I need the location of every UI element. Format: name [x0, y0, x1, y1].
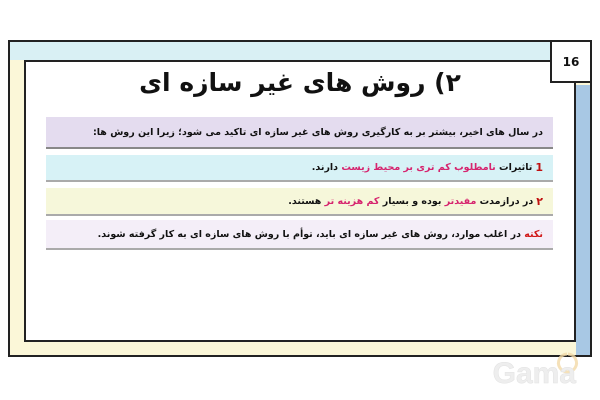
frame-left-strip — [10, 60, 24, 355]
frame-right-strip — [576, 85, 590, 355]
point-1-after: دارند. — [311, 162, 339, 173]
point-2-before: در درازمدت — [479, 195, 534, 207]
point-1-highlight: نامطلوب کم تری بر محیط زیست — [341, 162, 496, 173]
frame-top-strip — [10, 42, 550, 60]
watermark-text: Gama — [492, 357, 576, 390]
note-text: در اغلب موارد، روش های غیر سازه ای باید، توأم با روش های سازه ای به کار گرفته شوند. — [97, 228, 521, 240]
point-1-box — [46, 155, 553, 182]
gama-logo-watermark — [436, 350, 586, 390]
point-1-before: تاثیرات — [499, 162, 533, 173]
point-2-highlight-1: مفیدتر — [444, 195, 477, 207]
intro-box — [46, 117, 553, 149]
page-number: 16 — [550, 40, 592, 83]
point-2-box — [46, 188, 553, 216]
point-1-number: 1 — [535, 161, 543, 174]
slide-title: ۲) روش های غیر سازه ای — [139, 68, 461, 97]
intro-text: در سال های اخیر، بیشتر بر به کارگیری روش های غیر سازه ای تاکید می شود؛ زیرا این روش ها: — [92, 126, 543, 138]
note-box — [46, 220, 553, 250]
point-2-number: ۲ — [536, 194, 543, 208]
point-2-middle: بوده و بسیار — [382, 195, 442, 207]
point-2-highlight-2: کم هزینه تر — [324, 195, 380, 207]
point-2-after: هستند. — [288, 195, 322, 207]
note-label: نکته — [524, 228, 543, 240]
